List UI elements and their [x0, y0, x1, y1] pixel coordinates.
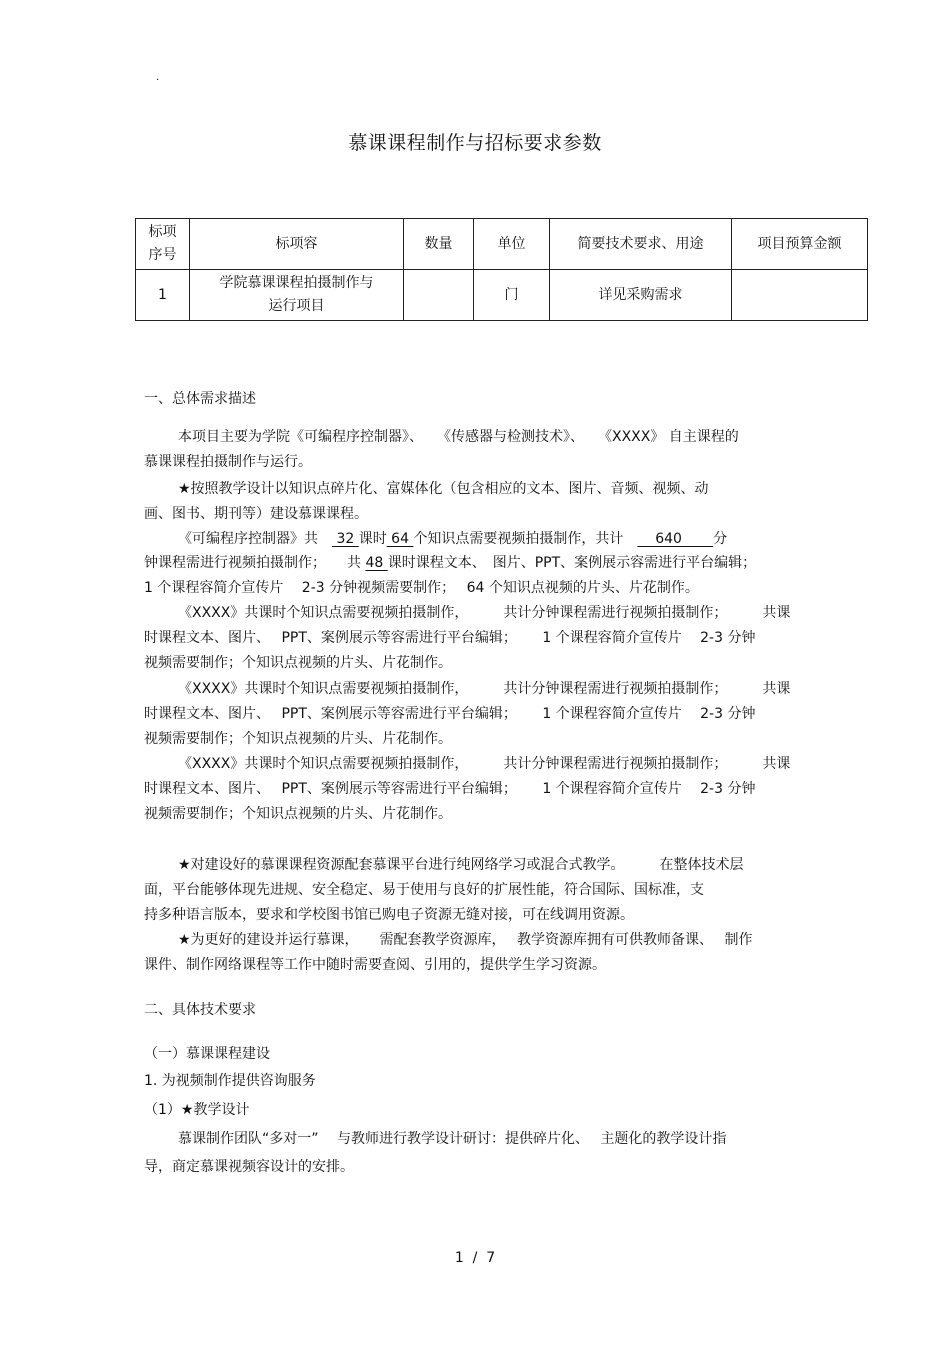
paragraph-line: ★按照教学设计以知识点碎片化、富媒体化（包含相应的文本、图片、音频、视频、动 — [178, 481, 709, 497]
paragraph-line: 时课程文本、图片、 PPT、案例展示等容需进行平台编辑； 1 个课程容简介宣传片 2-3 分钟 — [144, 781, 756, 797]
header-cell: 标项容 — [190, 219, 404, 270]
paragraph-line: 面，平台能够体现先进规、安全稳定、易于使用与良好的扩展性能，符合国际、国标准，支 — [144, 882, 704, 898]
paragraph-line: 慕课制作团队“多对一” 与教师进行教学设计研讨：提供碎片化、 主题化的教学设计指 — [178, 1131, 727, 1147]
item-heading: 1. 为视频制作提供咨询服务 — [144, 1073, 316, 1089]
paragraph-line: 视频需要制作；个知识点视频的片头、片花制作。 — [144, 731, 452, 747]
table-row — [136, 270, 868, 321]
table-cell — [404, 270, 474, 321]
page-number: 1 / 7 — [454, 1250, 496, 1266]
header-mark: . — [156, 72, 160, 83]
subsection-heading: （一）慕课课程建设 — [144, 1046, 270, 1062]
table-cell: 详见采购需求 — [550, 270, 732, 321]
paragraph-line: 本项目主要为学院《可编程序控制器》、 《传感器与检测技术》、 《XXXX》 自主课程的 — [178, 429, 739, 445]
paragraph-line: 慕课课程拍摄制作与运行。 — [144, 454, 312, 470]
document-title: 慕课课程制作与招标要求参数 — [348, 132, 602, 154]
paragraph-line: 导，商定慕课视频容设计的安排。 — [144, 1159, 354, 1175]
paragraph-line: 画、图书、期刊等）建设慕课课程。 — [144, 506, 368, 522]
paragraph-line: 钟课程需进行视频拍摄制作； 共 48 课时课程文本、 图片、PPT、案例展示容需进行平台编辑； — [144, 555, 757, 571]
paragraph-line: 持多种语言版本，要求和学校图书馆已购电子资源无缝对接，可在线调用资源。 — [144, 907, 634, 923]
hour-count: 32 — [332, 531, 359, 547]
paragraph-line: 1 个课程容简介宣传片 2-3 分钟视频需要制作； 64 个知识点视频的片头、片花制作。 — [144, 580, 699, 596]
paragraph-line: 时课程文本、图片、 PPT、案例展示等容需进行平台编辑； 1 个课程容简介宣传片 2-3 分钟 — [144, 630, 756, 646]
table-header-row — [136, 219, 868, 270]
header-cell: 标项 序号 — [136, 219, 190, 270]
section-heading: 一、总体需求描述 — [144, 391, 256, 407]
header-cell: 项目预算金额 — [732, 219, 868, 270]
paragraph-line: ★为更好的建设并运行慕课， 需配套教学资源库， 教学资源库拥有可供教师备课、 制作 — [178, 932, 753, 948]
table-cell: 1 — [136, 270, 190, 321]
table-cell: 学院慕课课程拍摄制作与 运行项目 — [190, 270, 404, 321]
header-cell: 简要技术要求、用途 — [550, 219, 732, 270]
table-cell — [732, 270, 868, 321]
paragraph-line: 时课程文本、图片、 PPT、案例展示等容需进行平台编辑； 1 个课程容简介宣传片 2-3 分钟 — [144, 706, 756, 722]
paragraph-line: 课件、制作网络课程等工作中随时需要查阅、引用的，提供学生学习资源。 — [144, 957, 606, 973]
minute-count: 640 — [637, 531, 714, 547]
procurement-table — [135, 218, 868, 321]
header-cell: 单位 — [474, 219, 550, 270]
paragraph-line: ★对建设好的慕课课程资源配套慕课平台进行纯网络学习或混合式教学。 在整体技术层 — [178, 857, 744, 873]
paragraph-line: 《XXXX》共课时个知识点需要视频拍摄制作， 共计分钟课程需进行视频拍摄制作； 共课 — [178, 605, 791, 621]
paragraph-line: 视频需要制作；个知识点视频的片头、片花制作。 — [144, 806, 452, 822]
header-cell: 数量 — [404, 219, 474, 270]
item-heading: （1）★教学设计 — [144, 1102, 250, 1118]
paragraph-line: 《XXXX》共课时个知识点需要视频拍摄制作， 共计分钟课程需进行视频拍摄制作； 共课 — [178, 681, 791, 697]
table-cell: 门 — [474, 270, 550, 321]
section-heading: 二、具体技术要求 — [144, 1002, 256, 1018]
paragraph-line: 《XXXX》共课时个知识点需要视频拍摄制作， 共计分钟课程需进行视频拍摄制作； 共课 — [178, 756, 791, 772]
text-hour-count: 48 — [365, 555, 388, 571]
paragraph-line: 视频需要制作；个知识点视频的片头、片花制作。 — [144, 655, 452, 671]
point-count: 64 — [386, 531, 414, 547]
paragraph-line: 《可编程序控制器》共 32 课时 64 个知识点需要视频拍摄制作，共计 640 分 — [178, 531, 728, 547]
